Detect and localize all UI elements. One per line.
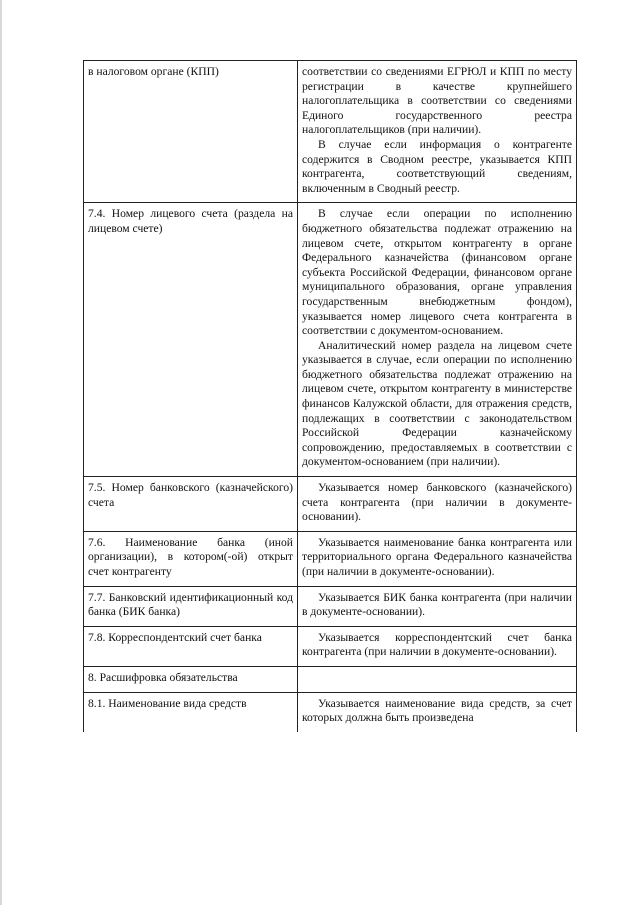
description-paragraph: Указывается БИК банка контрагента (при наличии в документе-основании).	[302, 590, 572, 619]
field-name-cell	[84, 477, 298, 532]
description-paragraph: Аналитический номер раздела на лицевом счете указывается в случае, если операции по исполнению бюджетного обязательства подлежат отражению на лицевом счете, открытом контрагенту в министерстве финансов Калужской области, для отражения средств, подлежащих в соответствии с законодательством Российской Федерации казначейскому сопровождению, предоставляемых в соответствии с документом-основанием (при наличии).	[302, 338, 572, 469]
description-paragraph: В случае если операции по исполнению бюджетного обязательства подлежат отражению на лицевом счете, открытом контрагенту в органе Федерального казначейства (финансовом органе субъекта Российской Федерации, финансовом органе муниципального образования, органе управления государственным внебюджетным фондом), указывается номер лицевого счета контрагента в соответствии с документом-основанием.	[302, 207, 572, 338]
field-name-text: 7.6. Наименование банка (иной организации), в котором(-ой) открыт счет контрагенту	[88, 535, 293, 578]
field-name-cell	[84, 692, 298, 732]
instruction-table	[83, 60, 577, 732]
description-paragraph: Указывается номер банковского (казначейского) счета контрагента (при наличии в документе-основании).	[302, 481, 572, 524]
description-paragraph: В случае если информация о контрагенте содержится в Сводном реестре, указывается КПП контрагента, соответствующий сведениям, включенным в Сводный реестр.	[302, 137, 572, 195]
field-name-text: 7.4. Номер лицевого счета (раздела на лицевом счете)	[88, 207, 293, 235]
field-name-text: 8.1. Наименование вида средств	[88, 696, 247, 710]
field-description-cell	[298, 666, 577, 692]
field-name-text: 7.5. Номер банковского (казначейского) счета	[88, 481, 293, 509]
field-name-text: 8. Расшифровка обязательства	[88, 670, 238, 684]
field-description-cell	[298, 586, 577, 626]
field-description-cell	[298, 531, 577, 586]
table-row	[84, 626, 577, 666]
field-name-cell	[84, 666, 298, 692]
field-description-cell	[298, 61, 577, 203]
field-name-cell	[84, 586, 298, 626]
description-paragraph: соответствии со сведениями ЕГРЮЛ и КПП по месту регистрации в качестве крупнейшего налогоплательщика в соответствии со сведениями Единого государственного реестра налогоплательщиков (при наличии).	[302, 65, 572, 137]
table-row	[84, 666, 577, 692]
field-name-cell	[84, 61, 298, 203]
field-name-cell	[84, 531, 298, 586]
field-name-cell	[84, 203, 298, 477]
description-paragraph: Указывается наименование вида средств, за счет которых должна быть произведена	[302, 696, 572, 725]
field-description-cell	[298, 477, 577, 532]
field-name-text: 7.8. Корреспондентский счет банка	[88, 630, 262, 644]
field-description-cell	[298, 692, 577, 732]
table-row	[84, 61, 577, 203]
scan-edge	[0, 0, 2, 905]
field-name-cell	[84, 626, 298, 666]
description-paragraph: Указывается корреспондентский счет банка контрагента (при наличии в документе-основании).	[302, 630, 572, 659]
table-row	[84, 586, 577, 626]
field-description-cell	[298, 626, 577, 666]
table-row	[84, 477, 577, 532]
field-description-cell	[298, 203, 577, 477]
field-name-text: 7.7. Банковский идентификационный код банка (БИК банка)	[88, 590, 293, 619]
description-paragraph: Указывается наименование банка контрагента или территориального органа Федерального казначейства (при наличии в документе-основании).	[302, 535, 572, 578]
table-row	[84, 203, 577, 477]
table-row	[84, 531, 577, 586]
table-row	[84, 692, 577, 732]
field-name-text: в налоговом органе (КПП)	[88, 65, 219, 78]
